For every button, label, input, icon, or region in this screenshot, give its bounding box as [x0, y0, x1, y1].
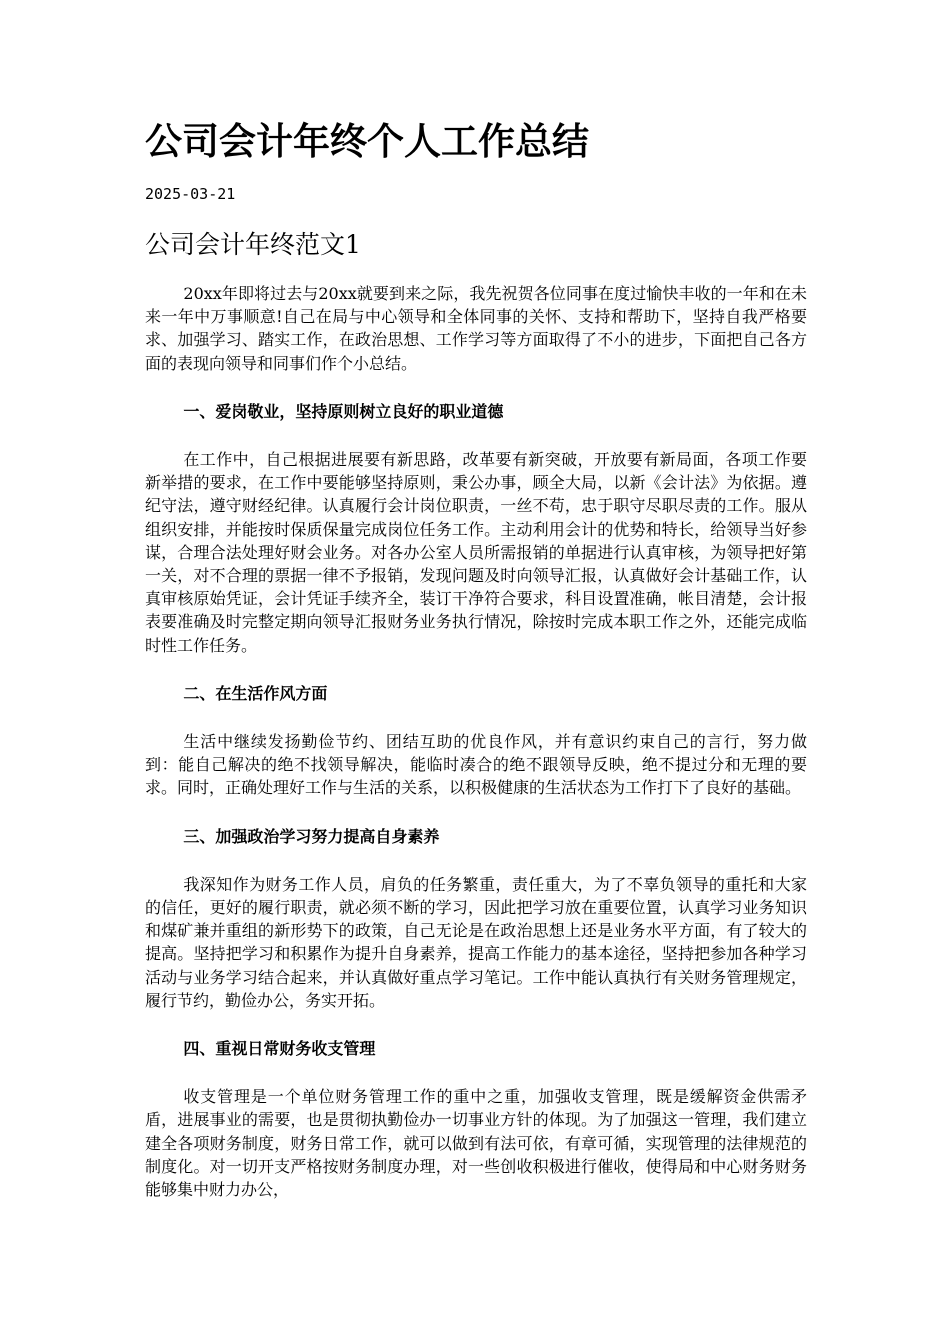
subheading-4: 四、重视日常财务收支管理: [183, 1039, 376, 1059]
section-title: 公司会计年终范文1: [145, 230, 361, 259]
paragraph-3: 我深知作为财务工作人员，肩负的任务繁重，责任重大，为了不辜负领导的重托和大家的信任，更好的履行职责，就必须不断的学习，因此把学习放在重要位置，认真学习业务知识和煤矿兼并重组的新形势下的政策，自己无论是在政治思想上还是业务水平方面，有了较大的提高。坚持把学习和积累作为提升自身素养，提高工作能力的基本途径，坚持把参加各种学习活动与业务学习结合起来，并认真做好重点学习笔记。工作中能认真执行有关财务管理规定，履行节约，勤俭办公，务实开拓。: [145, 874, 807, 1010]
subheading-1: 一、爱岗敬业，坚持原则树立良好的职业道德: [183, 401, 504, 421]
paragraph-2: 生活中继续发扬勤俭节约、团结互助的优良作风，并有意识约束自己的言行，努力做到：能自己解决的绝不找领导解决，能临时凑合的绝不跟领导反映，绝不提过分和无理的要求。同时，正确处理好工作与生活的关系，以积极健康的生活状态为工作打下了良好的基础。: [145, 732, 807, 798]
paragraph-1: 在工作中，自己根据进展要有新思路，改革要有新突破，开放要有新局面，各项工作要新举措的要求，在工作中要能够坚持原则，秉公办事，顾全大局，以新《会计法》为依据。遵纪守法，遵守财经纪律。认真履行会计岗位职责，一丝不苟，忠于职守尽职尽责的工作。服从组织安排，并能按时保质保量完成岗位任务工作。主动利用会计的优势和特长，给领导当好参谋，合理合法处理好财会业务。对各办公室人员所需报销的单据进行认真审核，为领导把好第一关，对不合理的票据一律不予报销，发现问题及时向领导汇报，认真做好会计基础工作，认真审核原始凭证，会计凭证手续齐全，装订干净符合要求，科目设置准确，帐目清楚，会计报表要准确及时完整定期向领导汇报财务业务执行情况，除按时完成本职工作之外，还能完成临时性工作任务。: [145, 450, 807, 655]
document-title: 公司会计年终个人工作总结: [145, 119, 589, 163]
subheading-2: 二、在生活作风方面: [183, 683, 328, 703]
document-body: [145, 282, 807, 1226]
paragraph-4: 收支管理是一个单位财务管理工作的重中之重，加强收支管理，既是缓解资金供需矛盾，进展事业的需要，也是贯彻执勤俭办一切事业方针的体现。为了加强这一管理，我们建立建全各项财务制度，财务日常工作，就可以做到有法可依，有章可循，实现管理的法律规范的制度化。对一切开支严格按财务制度办理，对一些创收积极进行催收，使得局和中心财务财务能够集中财力办公，: [145, 1087, 807, 1200]
document-date: 2025-03-21: [145, 185, 236, 203]
subheading-3: 三、加强政治学习努力提高自身素养: [183, 826, 440, 846]
intro-paragraph: 20xx年即将过去与20xx就要到来之际，我先祝贺各位同事在度过愉快丰收的一年和在未来一年中万事顺意!自己在局与中心领导和全体同事的关怀、支持和帮助下，坚持自我严格要求、加强学习、踏实工作，在政治思想、工作学习等方面取得了不小的进步，下面把自己各方面的表现向领导和同事们作个小总结。: [145, 284, 807, 373]
